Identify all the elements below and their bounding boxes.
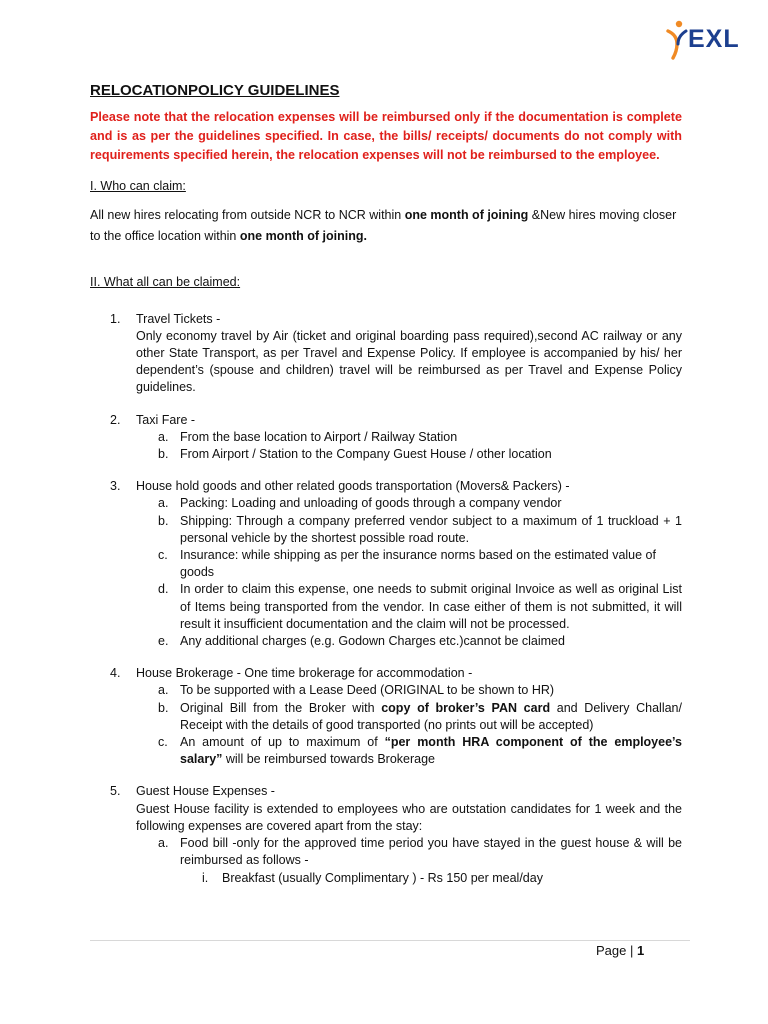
sub-sub-item: i. Breakfast (usually Complimentary ) - Rs 150 per meal/day	[202, 870, 543, 885]
section-1-heading: I. Who can claim:	[90, 179, 186, 194]
sub-item: e. Any additional charges (e.g. Godown Charges etc.)cannot be claimed	[158, 634, 565, 649]
notice-paragraph: Please note that the relocation expenses will be reimbursed only if the documentation is complete and is as per the guidelines specified. In case, the bills/ receipts/ documents do not comply with requirements specified herein, the relocation expenses will not be reimbursed to the employee.	[90, 110, 682, 163]
logo-text: EXL	[688, 25, 740, 53]
list-item-household-goods: 3. House hold goods and other related goods transportation (Movers& Packers) - a. Packing: Loading and unloading of goods through a company vendor b. Shipping: Through a company preferred vendor subject to a maximum of 1 truckload + 1 personal vehicle by the shortest possible road route. c. Insurance: while shipping as per the insurance norms based on the estimated value of goods d. In order to claim this expense, one needs to submit original Invoice as well as original List of Items being transported from the vendor. In case either of them is not submitted, it will result it insufficient documentation and the claim will not be processed. e. Any additional charges (e.g. Godown Charges etc.)cannot be claimed	[90, 478, 682, 650]
list-item-taxi-fare: 2. Taxi Fare - a. From the base location to Airport / Railway Station b. From Airport / Station to the Company Guest House / other location	[90, 412, 682, 464]
sub-item: b. Shipping: Through a company preferred vendor subject to a maximum of 1 truckload + 1 personal vehicle by the shortest possible road route.	[158, 513, 682, 545]
sub-item: c. Insurance: while shipping as per the insurance norms based on the estimated value of goods	[158, 548, 656, 580]
list-item-house-brokerage: 4. House Brokerage - One time brokerage for accommodation - a. To be supported with a Lease Deed (ORIGINAL to be shown to HR) b. Original Bill from the Broker with copy of broker’s PAN card and Delivery Challan/ Receipt with the details of good transported (no prints out will be accepted) c. An amount of up to maximum of “per month HRA component of the employee’s salary” will be reimbursed towards Brokerage	[90, 665, 682, 768]
sub-item: a. Packing: Loading and unloading of goods through a company vendor	[158, 496, 562, 511]
sub-item: b. From Airport / Station to the Company Guest House / other location	[158, 447, 552, 462]
sub-item: b. Original Bill from the Broker with copy of broker’s PAN card and Delivery Challan/ Receipt with the details of good transported (no prints out will be accepted)	[158, 700, 682, 732]
sub-item: a. To be supported with a Lease Deed (ORIGINAL to be shown to HR)	[158, 683, 555, 698]
list-item-guest-house: 5. Guest House Expenses - Guest House facility is extended to employees who are outstation candidates for 1 week and the following expenses are covered apart from the stay: a. Food bill -only for the approved time period you have stayed in the guest house & will be reimbursed as follows - i. Breakfast (usually Complimentary ) - Rs 150 per meal/day	[90, 783, 682, 886]
document-body	[90, 82, 682, 887]
exl-logo-mark-icon	[664, 18, 690, 62]
section-1-paragraph: All new hires relocating from outside NCR to NCR within one month of joining &New hires moving closer to the office location within one month of joining.	[90, 208, 677, 244]
sub-item: c. An amount of up to maximum of “per month HRA component of the employee’s salary” will be reimbursed towards Brokerage	[158, 735, 682, 767]
exl-logo	[664, 18, 756, 64]
page-title: RELOCATIONPOLICY GUIDELINES	[90, 82, 340, 99]
sub-item: a. From the base location to Airport / Railway Station	[158, 429, 458, 444]
footer-divider	[90, 940, 690, 941]
section-2-heading: II. What all can be claimed:	[90, 275, 241, 290]
page-number: Page | 1	[596, 943, 645, 958]
list-item-travel-tickets: 1. Travel Tickets - Only economy travel by Air (ticket and original boarding pass required),second AC railway or any other State Transport, as per Travel and Expense Policy. If employee is accompanied by his/ her dependent’s (spouse and children) travel will be reimbursed as per Travel and Expense Policy guidelines.	[110, 311, 682, 395]
sub-item: a. Food bill -only for the approved time period you have stayed in the guest house & will be reimbursed as follows -	[158, 836, 682, 868]
sub-item: d. In order to claim this expense, one needs to submit original Invoice as well as original List of Items being transported from the vendor. In case either of them is not submitted, it will result it insufficient documentation and the claim will not be processed.	[158, 582, 682, 631]
